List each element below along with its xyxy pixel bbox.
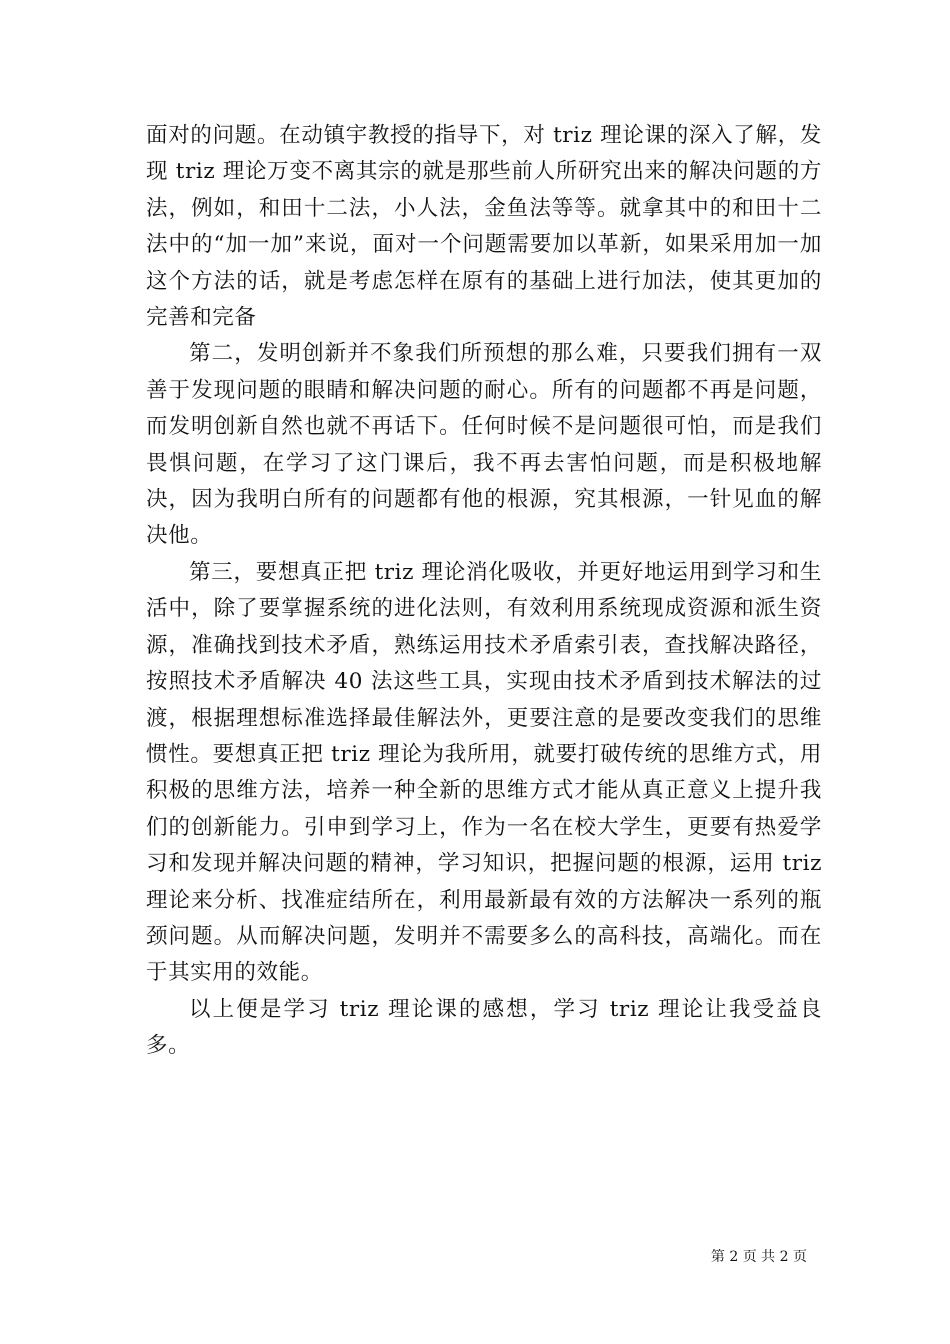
document-body: [146, 118, 822, 1065]
paragraph-3: 第三，要想真正把 triz 理论消化吸收，并更好地运用到学习和生活中，除了要掌握系统的进化法则，有效利用系统现成资源和派生资源，准确找到技术矛盾，熟练运用技术矛盾索引表，查找解决路径，按照技术矛盾解决 40 法这些工具，实现由技术矛盾到技术解法的过渡，根据理想标准选择最佳解法外，更要注意的是要改变我们的思维惯性。要想真正把 triz 理论为我所用，就要打破传统的思维方式，用积极的思维方法，培养一种全新的思维方式才能从真正意义上提升我们的创新能力。引申到学习上，作为一名在校大学生，更要有热爱学习和发现并解决问题的精神，学习知识，把握问题的根源，运用 triz 理论来分析、找准症结所在，利用最新最有效的方法解决一系列的瓶颈问题。从而解决问题，发明并不需要多么的高科技，高端化。而在于其实用的效能。: [146, 559, 822, 986]
paragraph-4: 以上便是学习 triz 理论课的感想，学习 triz 理论让我受益良多。: [146, 996, 822, 1059]
paragraph-1: 面对的问题。在动镇宇教授的指导下，对 triz 理论课的深入了解，发现 triz 理论万变不离其宗的就是那些前人所研究出来的解决问题的方法，例如，和田十二法，小人法，金鱼法等等。就拿其中的和田十二法中的“加一加”来说，面对一个问题需要加以革新，如果采用加一加这个方法的话，就是考虑怎样在原有的基础上进行加法，使其更加的完善和完备: [146, 123, 822, 331]
page-number-footer: 第 2 页 共 2 页: [710, 1249, 807, 1265]
paragraph-2: 第二，发明创新并不象我们所预想的那么难，只要我们拥有一双善于发现问题的眼睛和解决问题的耐心。所有的问题都不再是问题，而发明创新自然也就不再话下。任何时候不是问题很可怕，而是我们畏惧问题，在学习了这门课后，我不再去害怕问题，而是积极地解决，因为我明白所有的问题都有他的根源，究其根源，一针见血的解决他。: [146, 341, 822, 549]
